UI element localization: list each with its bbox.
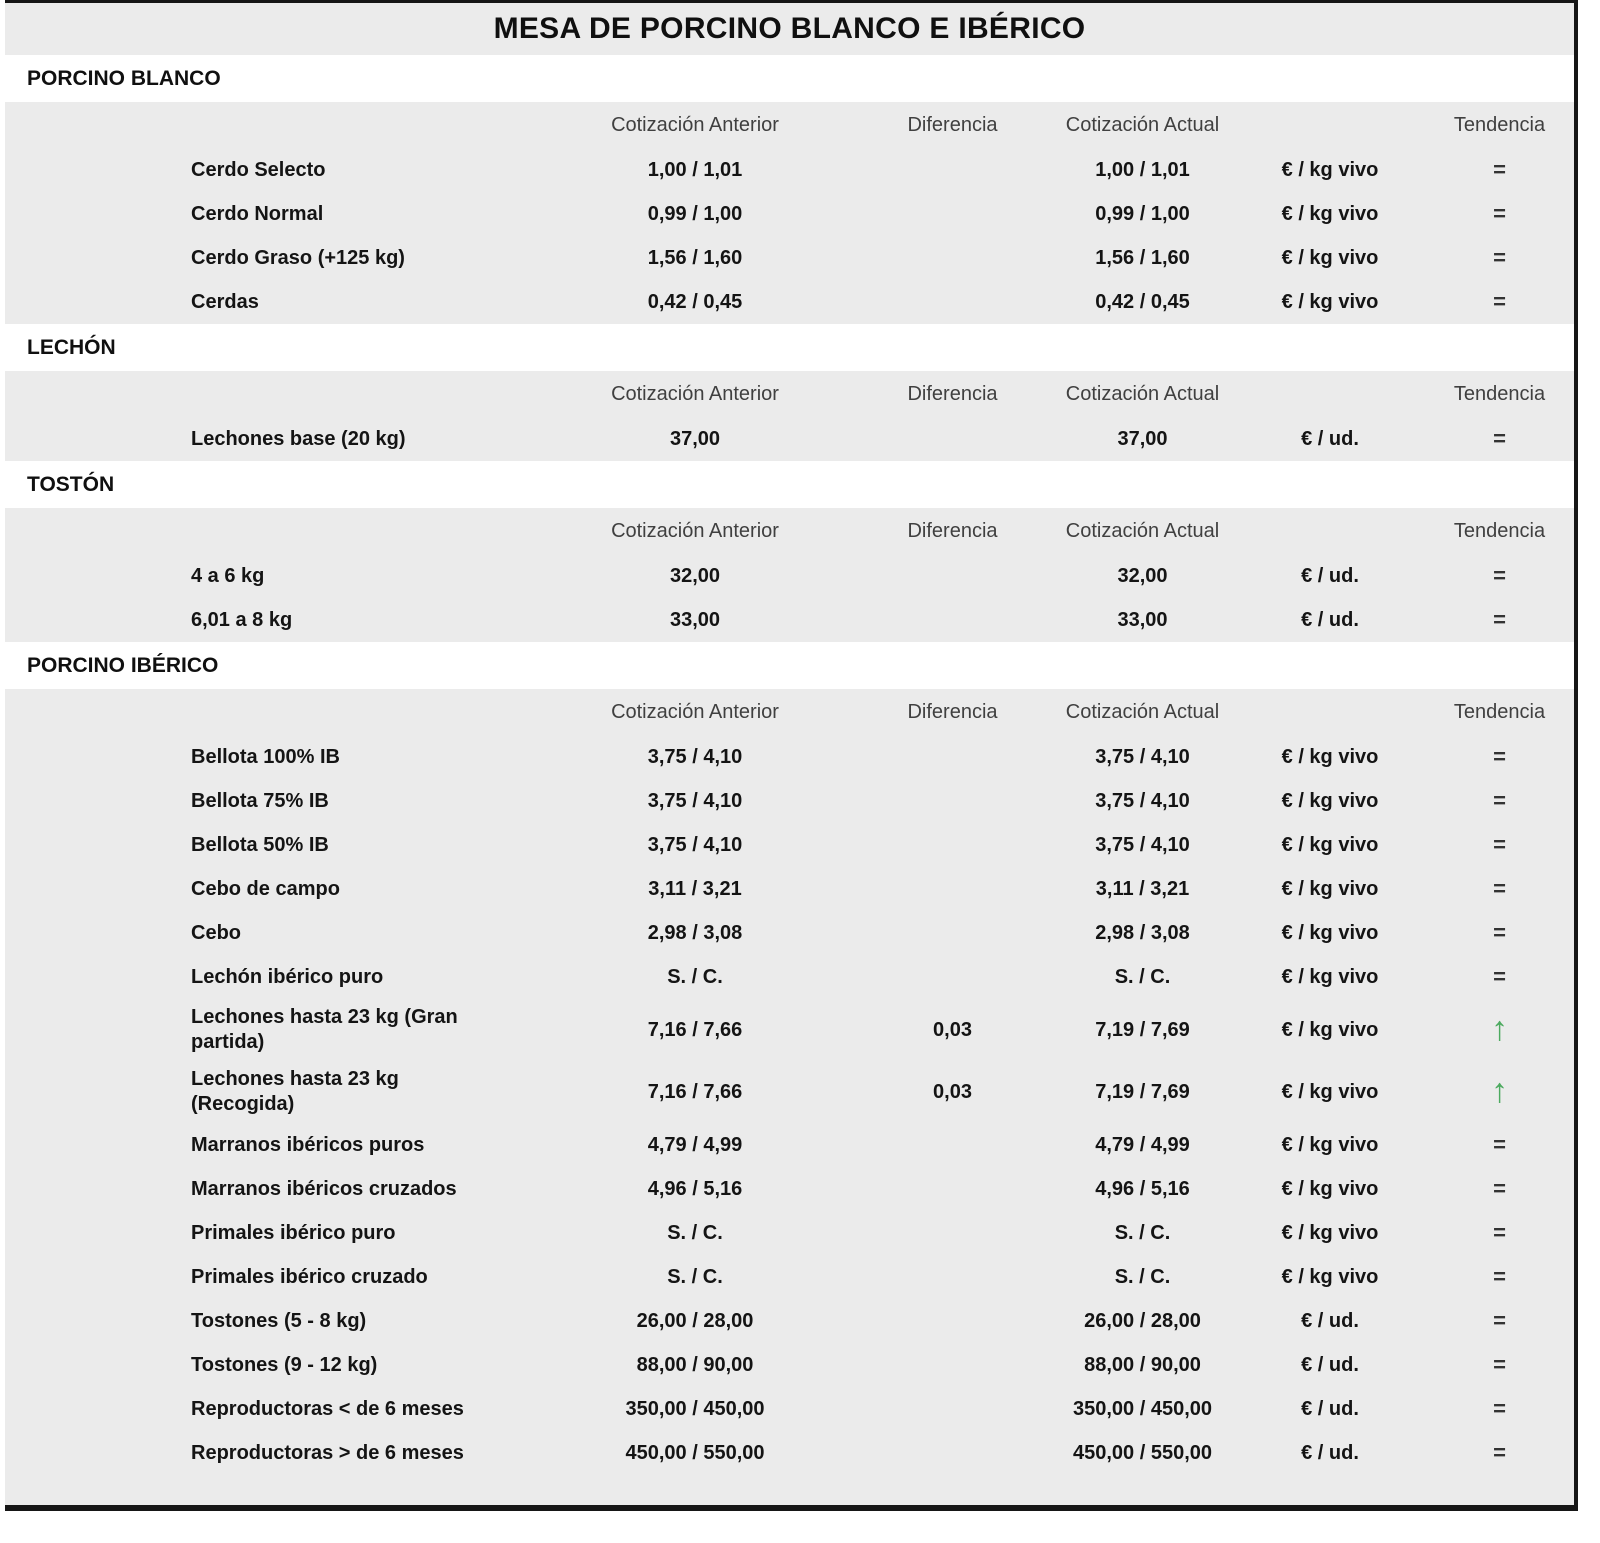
row-label: Marranos ibéricos cruzados [191,1177,457,1200]
section-porcino-iberico [5,642,1574,1475]
tendency-equal-icon: = [1493,562,1506,588]
cell-cotizacion-anterior: S. / C. [667,1265,723,1288]
cell-unit: € / ud. [1301,1309,1359,1332]
cell-cotizacion-actual: 33,00 [1117,608,1168,631]
column-header-row [5,508,1574,554]
cell-cotizacion-actual: 0,99 / 1,00 [1095,202,1190,225]
cell-cotizacion-anterior: 1,00 / 1,01 [647,158,743,181]
cell-unit: € / ud. [1301,608,1359,631]
cell-cotizacion-anterior: 350,00 / 450,00 [625,1397,765,1420]
table-row [5,867,1574,911]
cell-cotizacion-anterior: 7,16 / 7,66 [647,1018,743,1041]
cell-cotizacion-actual: 1,56 / 1,60 [1095,246,1190,269]
section-header-porcino-blanco [5,55,1574,102]
col-header-cotizacion-actual: Cotización Actual [1065,113,1220,136]
cell-unit: € / kg vivo [1281,877,1379,900]
tendency-equal-icon: = [1493,831,1506,857]
col-header-tendencia: Tendencia [1453,382,1546,405]
tendency-equal-icon: = [1493,1351,1506,1377]
row-label-cell [5,158,595,183]
tendency-equal-icon: = [1493,244,1506,270]
column-header-row [5,102,1574,148]
row-label-cell [5,427,595,452]
cell-unit: € / kg vivo [1281,202,1379,225]
cell-cotizacion-actual: S. / C. [1114,1221,1171,1244]
cell-diferencia: 0,03 [933,1080,972,1103]
table-row [5,236,1574,280]
cell-unit: € / kg vivo [1281,290,1379,313]
row-label-cell [5,1309,595,1334]
row-label: Bellota 50% IB [191,833,329,856]
cell-tendencia [1425,875,1574,901]
table-row [5,192,1574,236]
tendency-equal-icon: = [1493,919,1506,945]
section-header-label: LECHÓN [27,335,116,359]
tendency-equal-icon: = [1493,1439,1506,1465]
cell-cotizacion-anterior: 32,00 [669,564,721,587]
price-table [5,0,1578,1511]
cell-unit: € / kg vivo [1281,789,1379,812]
cell-cotizacion-anterior: 450,00 / 550,00 [625,1441,765,1464]
table-row [5,598,1574,642]
table-row [5,823,1574,867]
cell-cotizacion-actual: 2,98 / 3,08 [1095,921,1190,944]
row-label: Cerdo Selecto [191,158,326,181]
cell-unit: € / kg vivo [1281,1265,1379,1288]
table-row [5,1167,1574,1211]
cell-tendencia [1425,1071,1574,1110]
cell-tendencia [1425,1219,1574,1245]
table-row [5,1431,1574,1475]
cell-cotizacion-anterior: 26,00 / 28,00 [636,1309,754,1332]
table-row [5,955,1574,999]
cell-tendencia [1425,919,1574,945]
section-header-porcino-iberico [5,642,1574,689]
cell-cotizacion-anterior: 0,99 / 1,00 [647,202,743,225]
tendency-up-icon: ↑ [1491,1009,1508,1048]
cell-tendencia [1425,1351,1574,1377]
cell-unit: € / kg vivo [1281,833,1379,856]
cell-cotizacion-anterior: 4,79 / 4,99 [647,1133,743,1156]
row-label: Reproductoras > de 6 meses [191,1441,464,1464]
cell-tendencia [1425,963,1574,989]
cell-cotizacion-anterior: 3,75 / 4,10 [647,789,743,812]
cell-cotizacion-actual: 3,75 / 4,10 [1095,789,1190,812]
col-header-cotizacion-anterior: Cotización Anterior [611,519,779,542]
row-label: Tostones (9 - 12 kg) [191,1353,378,1376]
cell-diferencia: 0,03 [933,1018,972,1041]
table-row [5,1299,1574,1343]
cell-cotizacion-actual: 88,00 / 90,00 [1084,1353,1201,1376]
cell-tendencia [1425,1175,1574,1201]
tendency-equal-icon: = [1493,743,1506,769]
cell-tendencia [1425,606,1574,632]
cell-cotizacion-anterior: S. / C. [667,965,723,988]
row-label-cell [5,564,595,589]
tendency-equal-icon: = [1493,787,1506,813]
section-header-label: PORCINO BLANCO [27,66,221,90]
cell-cotizacion-actual: 3,11 / 3,21 [1095,877,1190,900]
table-row [5,417,1574,461]
col-header-tendencia: Tendencia [1453,700,1546,723]
cell-cotizacion-actual: 7,19 / 7,69 [1095,1018,1190,1041]
cell-unit: € / kg vivo [1281,1080,1379,1103]
title-bar [5,3,1574,55]
cell-unit: € / kg vivo [1281,1133,1379,1156]
tendency-equal-icon: = [1493,1219,1506,1245]
row-label-cell [5,1353,595,1378]
cell-unit: € / ud. [1301,427,1359,450]
table-row [5,280,1574,324]
table-row [5,1061,1574,1123]
table-row [5,779,1574,823]
row-label: 6,01 a 8 kg [191,608,293,631]
cell-tendencia [1425,1263,1574,1289]
cell-unit: € / kg vivo [1281,921,1379,944]
column-header-row [5,689,1574,735]
section-toston [5,461,1574,642]
cell-tendencia [1425,1395,1574,1421]
row-label-cell [5,246,595,271]
section-header-lechon [5,324,1574,371]
row-label: Lechón ibérico puro [191,965,384,988]
cell-cotizacion-actual: S. / C. [1114,965,1171,988]
cell-tendencia [1425,244,1574,270]
cell-tendencia [1425,1439,1574,1465]
cell-tendencia [1425,743,1574,769]
tendency-equal-icon: = [1493,875,1506,901]
table-row [5,1255,1574,1299]
col-header-diferencia: Diferencia [907,700,998,723]
tendency-equal-icon: = [1493,425,1506,451]
cell-unit: € / kg vivo [1281,745,1379,768]
col-header-cotizacion-actual: Cotización Actual [1065,700,1220,723]
cell-cotizacion-actual: 3,75 / 4,10 [1095,745,1190,768]
row-label-cell [5,1133,595,1158]
col-header-cotizacion-actual: Cotización Actual [1065,519,1220,542]
table-row [5,911,1574,955]
row-label-cell [5,290,595,315]
col-header-diferencia: Diferencia [907,113,998,136]
row-label: Primales ibérico cruzado [191,1265,428,1288]
row-label-cell [5,202,595,227]
cell-unit: € / kg vivo [1281,1177,1379,1200]
row-label: 4 a 6 kg [191,564,265,587]
row-label: Cerdo Normal [191,202,324,225]
cell-cotizacion-anterior: 3,11 / 3,21 [648,877,742,900]
row-label: Lechones hasta 23 kg (Recogida) [191,1068,399,1115]
row-label: Reproductoras < de 6 meses [191,1397,464,1420]
cell-cotizacion-actual: 1,00 / 1,01 [1095,158,1190,181]
table-row [5,999,1574,1061]
cell-cotizacion-anterior: 1,56 / 1,60 [647,246,743,269]
cell-tendencia [1425,787,1574,813]
table-row [5,735,1574,779]
row-label-cell [5,745,595,770]
tendency-equal-icon: = [1493,1395,1506,1421]
table-row [5,1343,1574,1387]
row-label-cell [5,1265,595,1290]
cell-cotizacion-actual: 0,42 / 0,45 [1095,290,1190,313]
cell-cotizacion-anterior: 37,00 [669,427,721,450]
cell-tendencia [1425,288,1574,314]
table-row [5,554,1574,598]
cell-cotizacion-actual: 37,00 [1117,427,1168,450]
row-label: Bellota 75% IB [191,789,329,812]
row-label-cell [5,789,595,814]
table-row [5,1387,1574,1431]
row-label-cell [5,1441,595,1466]
cell-tendencia [1425,1307,1574,1333]
row-label-cell [5,1067,595,1117]
cell-unit: € / ud. [1301,1441,1359,1464]
cell-unit: € / kg vivo [1281,158,1379,181]
cell-cotizacion-anterior: 7,16 / 7,66 [647,1080,743,1103]
cell-cotizacion-anterior: 3,75 / 4,10 [647,833,743,856]
row-label: Bellota 100% IB [191,745,340,768]
cell-cotizacion-actual: 26,00 / 28,00 [1084,1309,1201,1332]
column-header-row [5,371,1574,417]
cell-tendencia [1425,200,1574,226]
row-label: Cebo de campo [191,877,340,900]
tendency-equal-icon: = [1493,606,1506,632]
cell-tendencia [1425,1009,1574,1048]
tendency-equal-icon: = [1493,156,1506,182]
col-header-tendencia: Tendencia [1453,519,1546,542]
cell-tendencia [1425,562,1574,588]
section-header-toston [5,461,1574,508]
cell-cotizacion-actual: S. / C. [1114,1265,1171,1288]
col-header-tendencia: Tendencia [1453,113,1546,136]
row-label-cell [5,965,595,990]
cell-unit: € / ud. [1301,564,1359,587]
row-label-cell [5,833,595,858]
sections-container [5,55,1574,1475]
cell-cotizacion-anterior: 88,00 / 90,00 [636,1353,754,1376]
cell-cotizacion-anterior: 33,00 [669,608,721,631]
row-label: Lechones base (20 kg) [191,427,406,450]
section-porcino-blanco [5,55,1574,324]
col-header-diferencia: Diferencia [907,382,998,405]
cell-unit: € / kg vivo [1281,1221,1379,1244]
cell-cotizacion-actual: 4,79 / 4,99 [1095,1133,1190,1156]
row-label: Marranos ibéricos puros [191,1133,425,1156]
cell-cotizacion-anterior: 4,96 / 5,16 [647,1177,743,1200]
cell-cotizacion-anterior: 3,75 / 4,10 [647,745,743,768]
row-label-cell [5,1397,595,1422]
section-lechon [5,324,1574,461]
cell-cotizacion-actual: 4,96 / 5,16 [1095,1177,1190,1200]
cell-cotizacion-actual: 3,75 / 4,10 [1095,833,1190,856]
tendency-equal-icon: = [1493,1263,1506,1289]
col-header-diferencia: Diferencia [907,519,998,542]
cell-cotizacion-anterior: S. / C. [667,1221,723,1244]
cell-tendencia [1425,425,1574,451]
row-label: Cerdo Graso (+125 kg) [191,246,405,269]
cell-cotizacion-actual: 350,00 / 450,00 [1072,1397,1212,1420]
tendency-equal-icon: = [1493,288,1506,314]
cell-unit: € / kg vivo [1281,246,1379,269]
row-label: Cebo [191,921,241,944]
table-row [5,148,1574,192]
cell-cotizacion-actual: 7,19 / 7,69 [1095,1080,1190,1103]
cell-cotizacion-actual: 450,00 / 550,00 [1072,1441,1212,1464]
cell-tendencia [1425,1131,1574,1157]
tendency-equal-icon: = [1493,200,1506,226]
row-label-cell [5,1177,595,1202]
row-label-cell [5,877,595,902]
col-header-cotizacion-anterior: Cotización Anterior [611,382,779,405]
row-label-cell [5,1005,595,1055]
row-label: Lechones hasta 23 kg (Gran partida) [191,1006,458,1053]
cell-tendencia [1425,831,1574,857]
tendency-up-icon: ↑ [1491,1071,1508,1110]
row-label: Cerdas [191,290,259,313]
row-label-cell [5,608,595,633]
cell-unit: € / kg vivo [1281,1018,1379,1041]
cell-cotizacion-anterior: 0,42 / 0,45 [647,290,743,313]
cell-tendencia [1425,156,1574,182]
tendency-equal-icon: = [1493,1307,1506,1333]
section-header-label: PORCINO IBÉRICO [27,653,219,677]
table-row [5,1211,1574,1255]
section-header-label: TOSTÓN [27,472,115,496]
row-label-cell [5,1221,595,1246]
row-label: Primales ibérico puro [191,1221,396,1244]
tendency-equal-icon: = [1493,1131,1506,1157]
table-row [5,1123,1574,1167]
tendency-equal-icon: = [1493,963,1506,989]
cell-unit: € / ud. [1301,1353,1359,1376]
col-header-cotizacion-anterior: Cotización Anterior [611,700,779,723]
page-title: MESA DE PORCINO BLANCO E IBÉRICO [493,12,1086,45]
row-label: Tostones (5 - 8 kg) [191,1309,367,1332]
col-header-cotizacion-anterior: Cotización Anterior [611,113,779,136]
cell-unit: € / ud. [1301,1397,1359,1420]
col-header-cotizacion-actual: Cotización Actual [1065,382,1220,405]
cell-cotizacion-anterior: 2,98 / 3,08 [647,921,743,944]
tendency-equal-icon: = [1493,1175,1506,1201]
cell-unit: € / kg vivo [1281,965,1379,988]
row-label-cell [5,921,595,946]
cell-cotizacion-actual: 32,00 [1117,564,1168,587]
